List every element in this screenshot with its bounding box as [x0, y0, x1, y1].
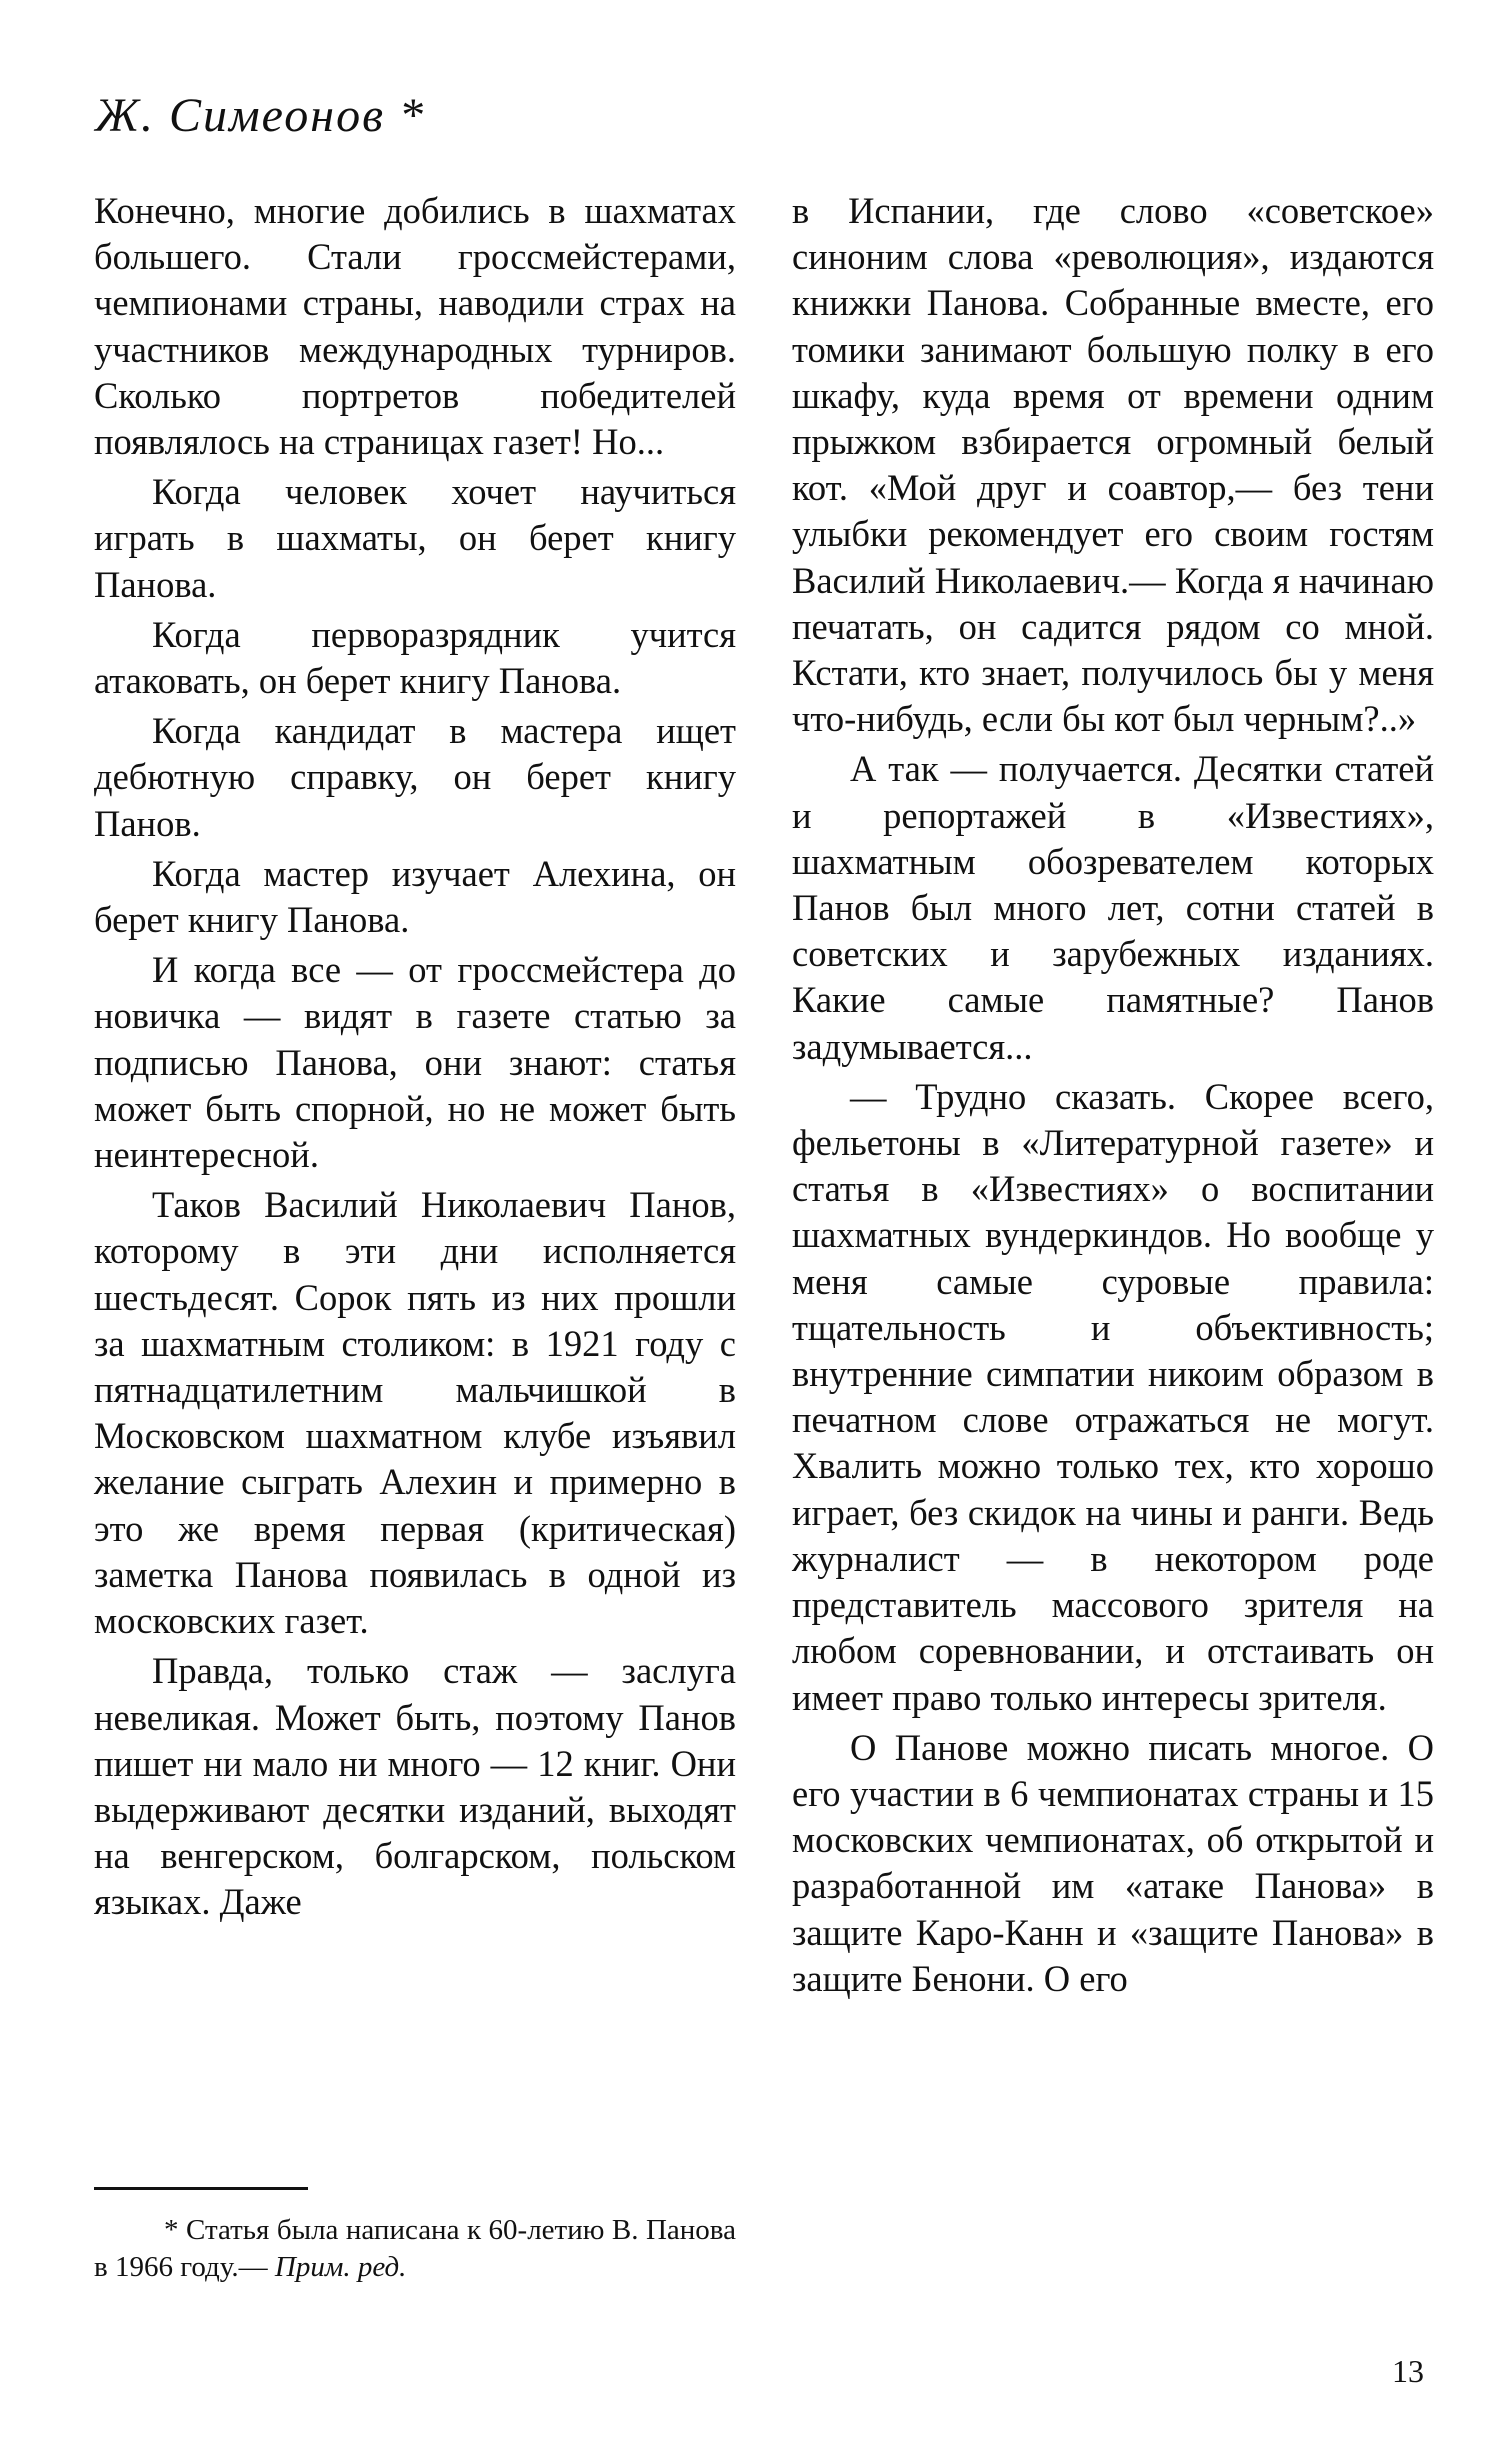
paragraph: Конечно, многие добились в шахматах большего. Стали гроссмейстерами, чемпионами страны, наводили страх на участников международных турниров. Сколько портретов победителей появлялось на страницах газет! Но... [94, 190, 736, 463]
paragraph: Когда человек хочет научиться играть в шахматы, он берет книгу Панова. [94, 471, 736, 605]
paragraph: Когда кандидат в мастера ищет дебютную справку, он берет книгу Панов. [94, 710, 736, 844]
paragraph: в Испании, где слово «советское» синоним слова «революция», издаются книжки Панова. Собранные вместе, его томики занимают большую полку в его шкафу, куда время от времени одним прыжком взбирается огромный белый кот. «Мой друг и соавтор,— без тени улыбки рекомендует его своим гостям Василий Николаевич.— Когда я начинаю печатать, он садится рядом со мной. Кстати, кто знает, получилось бы у меня что-нибудь, если бы кот был черным?..» [792, 190, 1434, 740]
paragraph: Когда перворазрядник учится атаковать, он берет книгу Панова. [94, 613, 736, 702]
left-column [94, 188, 736, 1926]
paragraph: Таков Василий Николаевич Панов, которому в эти дни исполняется шестьдесят. Сорок пять из них прошли за шахматным столиком: в 1921 году с пятнадцатилетним мальчишкой в Московском шахматном клубе изъявил желание сыграть Алехин и примерно в это же время первая (критическая) заметка Панова появилась в одной из московских газет. [94, 1184, 736, 1642]
paragraph: — Трудно сказать. Скорее всего, фельетоны в «Литературной газете» и статья в «Известиях» о воспитании шахматных вундеркиндов. Но вообще у меня самые суровые правила: тщательность и объективность; внутренние симпатии никоим образом в печатном слове отражаться не могут. Хвалить можно только тех, кто хорошо играет, без скидок на чины и ранги. Ведь журналист — в некотором роде представитель массового зрителя на любом соревновании, и отстаивать он имеет право только интересы зрителя. [792, 1075, 1434, 1718]
footnote-text: * Статья была написана к 60-летию В. Панова в 1966 году.— [94, 2214, 736, 2283]
footnote-divider [94, 2187, 308, 2190]
paragraph: А так — получается. Десятки статей и репортажей в «Известиях», шахматным обозревателем которых Панов был много лет, сотни статей в советских и зарубежных изданиях. Какие самые памятные? Панов задумывается... [792, 748, 1434, 1067]
footnote-editor-note: Прим. ред. [274, 2251, 407, 2283]
paragraph: О Панове можно писать многое. О его участии в 6 чемпионатах страны и 15 московских чемпионатах, об открытой и разработанной им «атаке Панова» в защите Каро-Канн и «защите Панова» в защите Бенони. О его [792, 1726, 1434, 1999]
author-heading: Ж. Симеонов * [95, 89, 425, 142]
paragraph: И когда все — от гроссмейстера до новичка — видят в газете статью за подписью Панова, они знают: статья может быть спорной, но не может быть неинтересной. [94, 949, 736, 1176]
footnote [94, 2212, 736, 2286]
paragraph: Когда мастер изучает Алехина, он берет книгу Панова. [94, 852, 736, 941]
right-column [792, 188, 1434, 2002]
page-number: 13 [1392, 2353, 1424, 2389]
paragraph: Правда, только стаж — заслуга невеликая. Может быть, поэтому Панов пишет ни мало ни много — 12 книг. Они выдерживают десятки изданий, выходят на венгерском, болгарском, польском языках. Даже [94, 1650, 736, 1923]
